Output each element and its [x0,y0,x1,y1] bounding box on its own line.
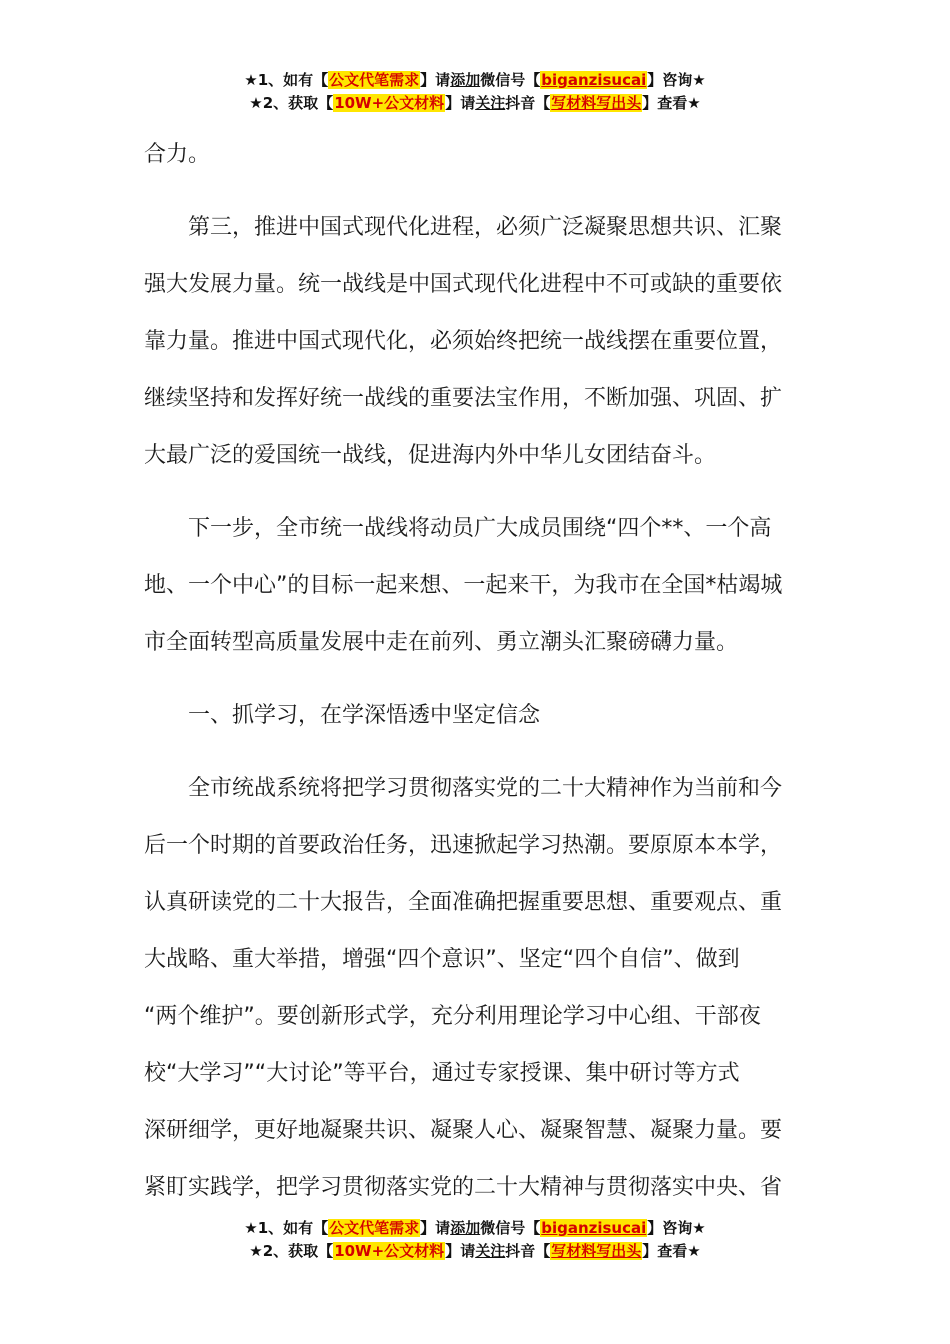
footer-banner [0,1217,950,1263]
text-line: 市全面转型高质量发展中走在前列、勇立潮头汇聚磅礴力量。 [144,630,739,655]
banner-text: 】请 [420,1219,451,1237]
banner-line-2 [0,1240,950,1263]
paragraph [144,199,806,484]
banner-line-2 [0,92,950,115]
banner-text: 】请 [420,71,451,89]
text-line: 强大发展力量。统一战线是中国式现代化进程中不可或缺的重要依 [144,272,783,297]
banner-text: 】查看★ [642,1242,701,1260]
text-line: 认真研读党的二十大报告，全面准确把握重要思想、重要观点、重 [144,890,783,915]
text-line: 合力。 [144,142,211,167]
banner-emphasis: 添加 [450,1219,481,1237]
douyin-account-link[interactable]: 写材料写出头 [551,94,642,112]
text-line: 后一个时期的首要政治任务，迅速掀起学习热潮。要原原本本学， [144,833,783,858]
text-line: 紧盯实践学，把学习贯彻落实党的二十大精神与贯彻落实中央、省 [144,1175,783,1200]
banner-text: 】请 [445,94,476,112]
banner-emphasis: 添加 [450,71,481,89]
text-line: 校“大学习”“大讨论”等平台，通过专家授课、集中研讨等方式 [144,1061,740,1086]
text-line: 第三，推进中国式现代化进程，必须广泛凝聚思想共识、汇聚 [188,215,783,240]
text-line: 深研细学，更好地凝聚共识、凝聚人心、凝聚智慧、凝聚力量。要 [144,1118,783,1143]
banner-highlight: 10W+公文材料 [334,1242,445,1260]
banner-highlight: 10W+公文材料 [334,94,445,112]
banner-text: 微信号【 [480,1219,541,1237]
banner-text: ★2、获取【 [249,1242,334,1260]
banner-emphasis: 关注 [475,1242,506,1260]
heading-line: 一、抓学习，在学深悟透中坚定信念 [188,703,541,728]
banner-text: 微信号【 [480,71,541,89]
text-line: 继续坚持和发挥好统一战线的重要法宝作用，不断加强、巩固、扩 [144,386,783,411]
banner-line-1 [0,1217,950,1240]
banner-text: 】咨询★ [647,71,706,89]
banner-line-1 [0,69,950,92]
banner-text: 】咨询★ [647,1219,706,1237]
header-banner [0,69,950,115]
banner-text: 抖音【 [505,94,551,112]
text-line: 地、一个中心”的目标一起来想、一起来干，为我市在全国*枯竭城 [144,573,783,598]
paragraph [144,500,806,671]
paragraph [144,126,806,183]
banner-text: 抖音【 [505,1242,551,1260]
banner-emphasis: 关注 [475,94,506,112]
text-line: 大战略、重大举措，增强“四个意识”、坚定“四个自信”、做到 [144,947,740,972]
text-line: 下一步，全市统一战线将动员广大成员围绕“四个**、一个高 [188,516,772,541]
banner-highlight: 公文代笔需求 [329,1219,420,1237]
banner-text: ★1、如有【 [244,1219,329,1237]
text-line: “两个维护”。要创新形式学，充分利用理论学习中心组、干部夜 [144,1004,761,1029]
text-line: 靠力量。推进中国式现代化，必须始终把统一战线摆在重要位置， [144,329,783,354]
douyin-account-link[interactable]: 写材料写出头 [551,1242,642,1260]
section-heading [144,687,806,744]
banner-text: 】请 [445,1242,476,1260]
text-line: 全市统战系统将把学习贯彻落实党的二十大精神作为当前和今 [188,776,783,801]
text-line: 大最广泛的爱国统一战线，促进海内外中华儿女团结奋斗。 [144,443,717,468]
banner-text: 】查看★ [642,94,701,112]
wechat-id-link[interactable]: biganzisucai [541,71,647,89]
paragraph [144,760,806,1216]
banner-text: ★2、获取【 [249,94,334,112]
banner-text: ★1、如有【 [244,71,329,89]
banner-highlight: 公文代笔需求 [329,71,420,89]
wechat-id-link[interactable]: biganzisucai [541,1219,647,1237]
document-body [144,126,806,1216]
